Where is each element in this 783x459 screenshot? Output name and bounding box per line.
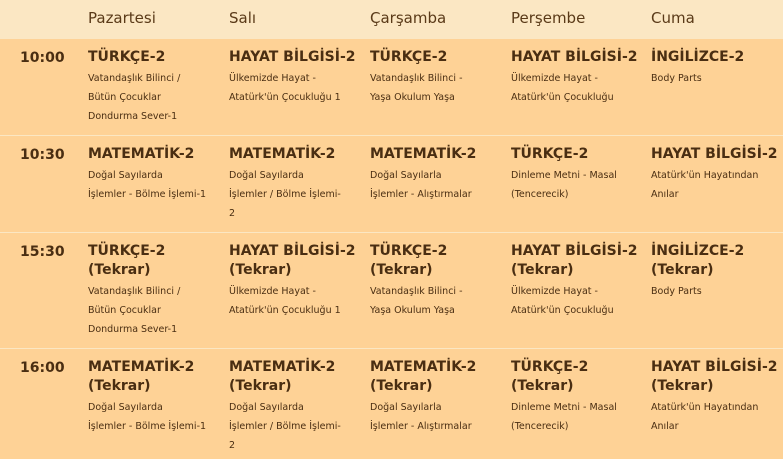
- schedule-row: [0, 349, 783, 459]
- lesson-subject: MATEMATİK-2 (Tekrar): [88, 359, 195, 394]
- lesson-cell-wednesday: [370, 145, 510, 204]
- day-header-tuesday: Salı: [229, 9, 257, 27]
- lesson-subject: MATEMATİK-2 (Tekrar): [370, 359, 477, 394]
- lesson-subject: TÜRKÇE-2: [511, 146, 589, 162]
- lesson-topic: Vatandaşlık Bilinci / Bütün Çocuklar Dondurma Sever-1: [88, 286, 181, 335]
- lesson-topic: Doğal Sayılarda İşlemler - Bölme İşlemi-1: [88, 402, 207, 432]
- lesson-topic: Vatandaşlık Bilinci / Bütün Çocuklar Dondurma Sever-1: [88, 73, 181, 122]
- time-slot-label: 15:30: [20, 244, 65, 260]
- lesson-topic: Ülkemizde Hayat - Atatürk'ün Çocukluğu: [511, 73, 614, 103]
- day-header-friday: Cuma: [651, 9, 695, 27]
- lesson-cell-tuesday: [229, 48, 369, 107]
- time-slot-label: 10:00: [20, 50, 65, 66]
- lesson-subject: HAYAT BİLGİSİ-2 (Tekrar): [511, 243, 638, 278]
- lesson-subject: İNGİLİZCE-2 (Tekrar): [651, 243, 745, 278]
- lesson-cell-friday: [651, 48, 783, 88]
- lesson-cell-thursday: [511, 242, 651, 320]
- lesson-subject: MATEMATİK-2: [88, 146, 195, 162]
- lesson-topic: Body Parts: [651, 73, 702, 84]
- lesson-cell-thursday: [511, 358, 651, 436]
- lesson-cell-tuesday: [229, 242, 369, 320]
- lesson-topic: Dinleme Metni - Masal (Tencerecik): [511, 402, 617, 432]
- lesson-topic: Ülkemizde Hayat - Atatürk'ün Çocukluğu 1: [229, 286, 341, 316]
- lesson-subject: MATEMATİK-2 (Tekrar): [229, 359, 336, 394]
- lesson-topic: Doğal Sayılarla İşlemler - Alıştırmalar: [370, 402, 472, 432]
- lesson-topic: Doğal Sayılarda İşlemler / Bölme İşlemi- 2: [229, 402, 341, 451]
- schedule-row: [0, 233, 783, 348]
- lesson-cell-monday: [88, 358, 228, 436]
- lesson-subject: HAYAT BİLGİSİ-2 (Tekrar): [229, 243, 356, 278]
- lesson-cell-tuesday: [229, 358, 369, 455]
- lesson-subject: TÜRKÇE-2: [370, 49, 448, 65]
- time-slot-label: 16:00: [20, 360, 65, 376]
- lesson-cell-monday: [88, 242, 228, 339]
- lesson-topic: Atatürk'ün Hayatından Anılar: [651, 170, 759, 200]
- day-header-row: [0, 0, 783, 38]
- lesson-topic: Atatürk'ün Hayatından Anılar: [651, 402, 759, 432]
- lesson-subject: HAYAT BİLGİSİ-2 (Tekrar): [651, 359, 778, 394]
- lesson-topic: Doğal Sayılarda İşlemler - Bölme İşlemi-1: [88, 170, 207, 200]
- lesson-subject: İNGİLİZCE-2: [651, 49, 745, 65]
- lesson-subject: TÜRKÇE-2 (Tekrar): [511, 359, 589, 394]
- lesson-cell-friday: [651, 145, 783, 204]
- lesson-topic: Body Parts: [651, 286, 702, 297]
- lesson-cell-monday: [88, 48, 228, 126]
- day-header-wednesday: Çarşamba: [370, 9, 447, 27]
- lesson-cell-tuesday: [229, 145, 369, 223]
- lesson-cell-wednesday: [370, 358, 510, 436]
- lesson-topic: Doğal Sayılarla İşlemler - Alıştırmalar: [370, 170, 472, 200]
- lesson-topic: Vatandaşlık Bilinci - Yaşa Okulum Yaşa: [370, 286, 463, 316]
- lesson-topic: Dinleme Metni - Masal (Tencerecik): [511, 170, 617, 200]
- lesson-subject: TÜRKÇE-2: [88, 49, 166, 65]
- lesson-topic: Doğal Sayılarda İşlemler / Bölme İşlemi- 2: [229, 170, 341, 219]
- lesson-subject: HAYAT BİLGİSİ-2: [229, 49, 356, 65]
- lesson-cell-wednesday: [370, 48, 510, 107]
- lesson-cell-thursday: [511, 48, 651, 107]
- lesson-topic: Ülkemizde Hayat - Atatürk'ün Çocukluğu 1: [229, 73, 341, 103]
- time-slot-label: 10:30: [20, 147, 65, 163]
- lesson-subject: MATEMATİK-2: [370, 146, 477, 162]
- lesson-subject: MATEMATİK-2: [229, 146, 336, 162]
- lesson-subject: HAYAT BİLGİSİ-2: [651, 146, 778, 162]
- day-header-monday: Pazartesi: [88, 9, 156, 27]
- lesson-cell-wednesday: [370, 242, 510, 320]
- lesson-cell-thursday: [511, 145, 651, 204]
- schedule-row: [0, 39, 783, 135]
- day-header-thursday: Perşembe: [511, 9, 586, 27]
- schedule-row: [0, 136, 783, 232]
- lesson-topic: Vatandaşlık Bilinci - Yaşa Okulum Yaşa: [370, 73, 463, 103]
- lesson-subject: TÜRKÇE-2 (Tekrar): [370, 243, 448, 278]
- lesson-subject: HAYAT BİLGİSİ-2: [511, 49, 638, 65]
- lesson-cell-friday: [651, 358, 783, 436]
- lesson-topic: Ülkemizde Hayat - Atatürk'ün Çocukluğu: [511, 286, 614, 316]
- lesson-subject: TÜRKÇE-2 (Tekrar): [88, 243, 166, 278]
- lesson-cell-friday: [651, 242, 783, 301]
- lesson-cell-monday: [88, 145, 228, 204]
